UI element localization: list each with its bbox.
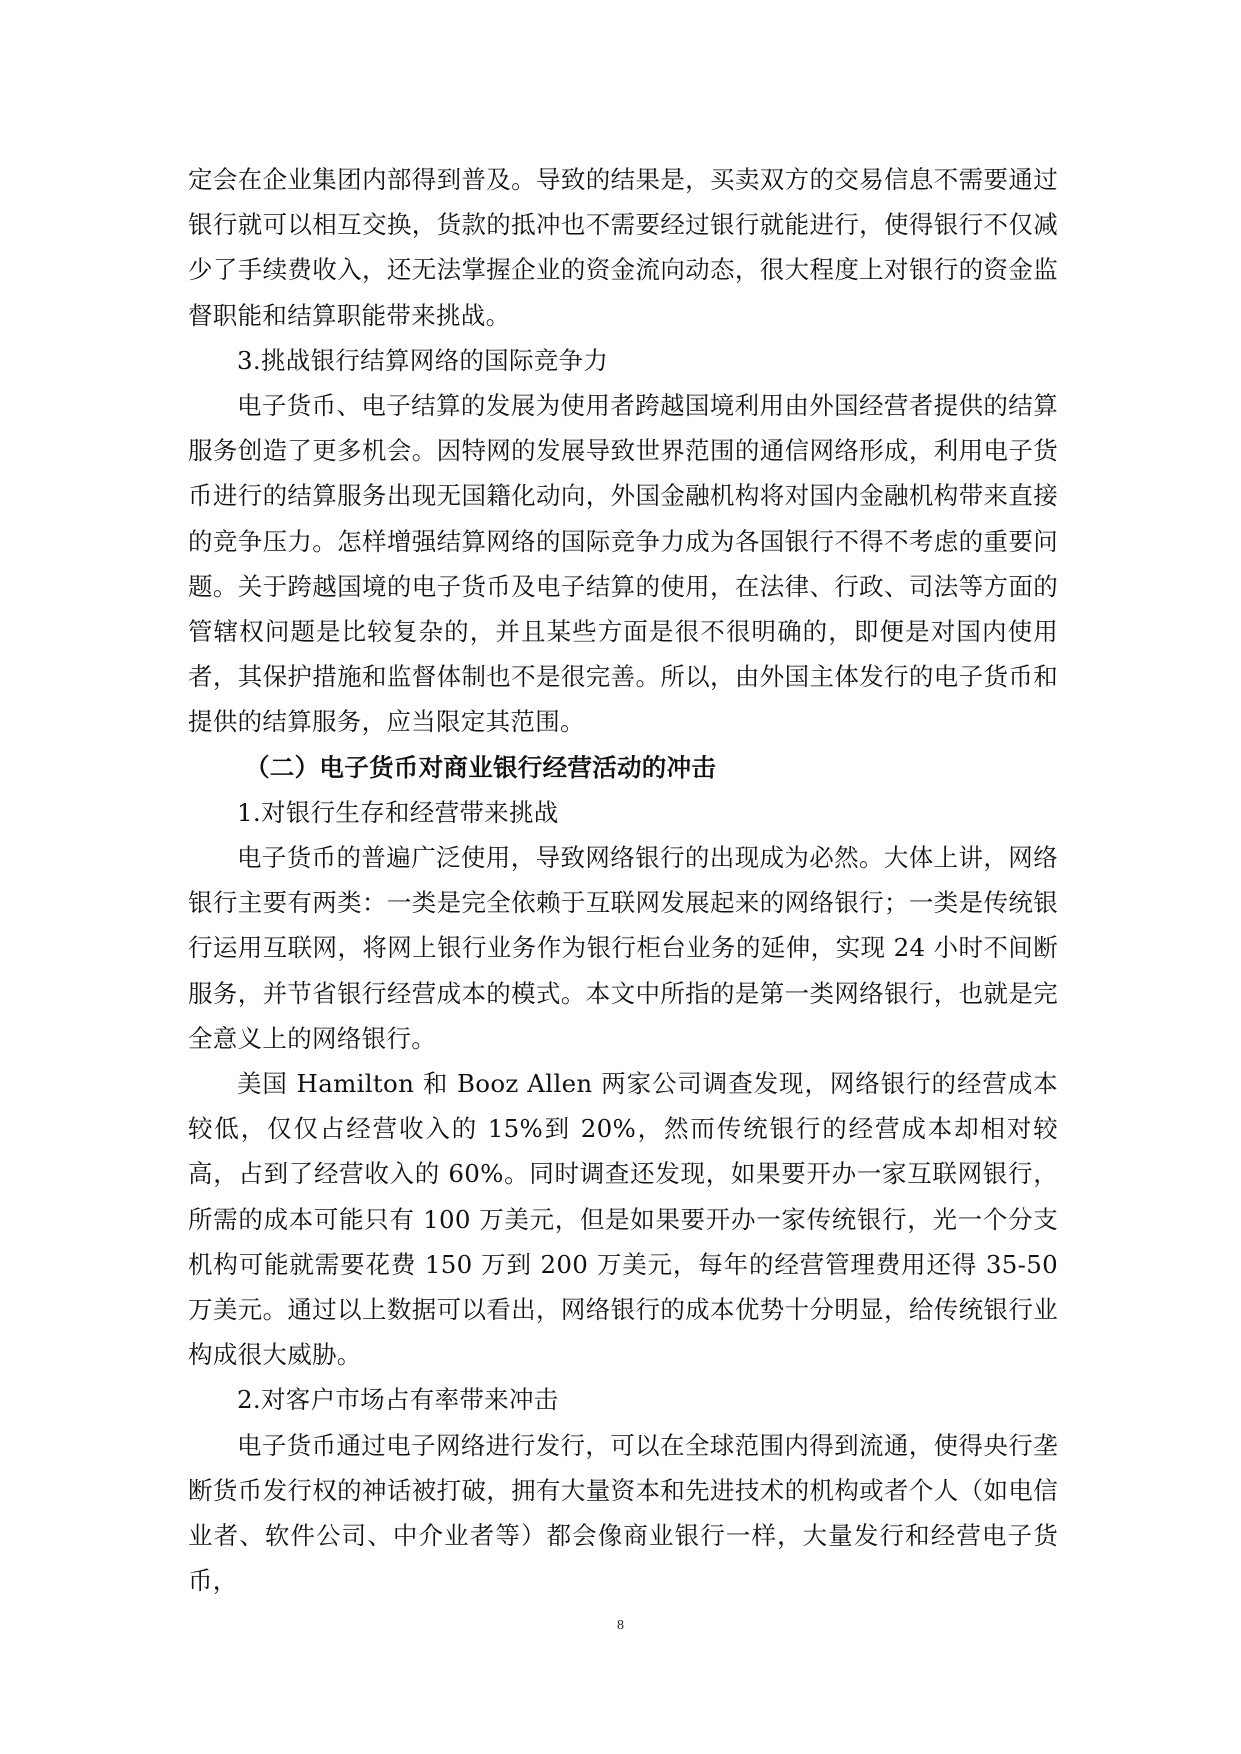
section-heading: （二）电子货币对商业银行经营活动的冲击 [245, 752, 717, 782]
body-text [188, 157, 1058, 1604]
subheading-3: 3.挑战银行结算网络的国际竞争力 [237, 345, 609, 375]
paragraph: 电子货币、电子结算的发展为使用者跨越国境利用由外国经营者提供的结算服务创造了更多机会。因特网的发展导致世界范围的通信网络形成，利用电子货币进行的结算服务出现无国籍化动向，外国金融机构将对国内金融机构带来直接的竞争压力。怎样增强结算网络的国际竞争力成为各国银行不得不考虑的重要问题。关于跨越国境的电子货币及电子结算的使用，在法律、行政、司法等方面的管辖权问题是比较复杂的，并且某些方面是很不很明确的，即便是对国内使用者，其保护措施和监督体制也不是很完善。所以，由外国主体发行的电子货币和提供的结算服务，应当限定其范围。 [188, 391, 1058, 737]
subheading-2: 2.对客户市场占有率带来冲击 [237, 1385, 559, 1415]
subheading-1: 1.对银行生存和经营带来挑战 [237, 797, 559, 827]
paragraph: 美国 Hamilton 和 Booz Allen 两家公司调查发现，网络银行的经营成本较低，仅仅占经营收入的 15%到 20%，然而传统银行的经营成本却相对较高，占到了经营收入的 60%。同时调查还发现，如果要开办一家互联网银行，所需的成本可能只有 100 万美元，但是如果要开办一家传统银行，光一个分支机构可能就需要花费 150 万到 200 万美元，每年的经营管理费用还得 35-50 万美元。通过以上数据可以看出，网络银行的成本优势十分明显，给传统银行业构成很大威胁。 [188, 1069, 1058, 1370]
paragraph: 电子货币的普遍广泛使用，导致网络银行的出现成为必然。大体上讲，网络银行主要有两类：一类是完全依赖于互联网发展起来的网络银行；一类是传统银行运用互联网，将网上银行业务作为银行柜台业务的延伸，实现 24 小时不间断服务，并节省银行经营成本的模式。本文中所指的是第一类网络银行，也就是完全意义上的网络银行。 [188, 843, 1058, 1053]
paragraph: 电子货币通过电子网络进行发行，可以在全球范围内得到流通，使得央行垄断货币发行权的神话被打破，拥有大量资本和先进技术的机构或者个人（如电信业者、软件公司、中介业者等）都会像商业银行一样，大量发行和经营电子货币， [188, 1430, 1058, 1596]
paragraph-continued: 定会在企业集团内部得到普及。导致的结果是，买卖双方的交易信息不需要通过银行就可以相互交换，货款的抵冲也不需要经过银行就能进行，使得银行不仅减少了手续费收入，还无法掌握企业的资金流向动态，很大程度上对银行的资金监督职能和结算职能带来挑战。 [188, 165, 1058, 330]
page-number: 8 [617, 1618, 624, 1633]
